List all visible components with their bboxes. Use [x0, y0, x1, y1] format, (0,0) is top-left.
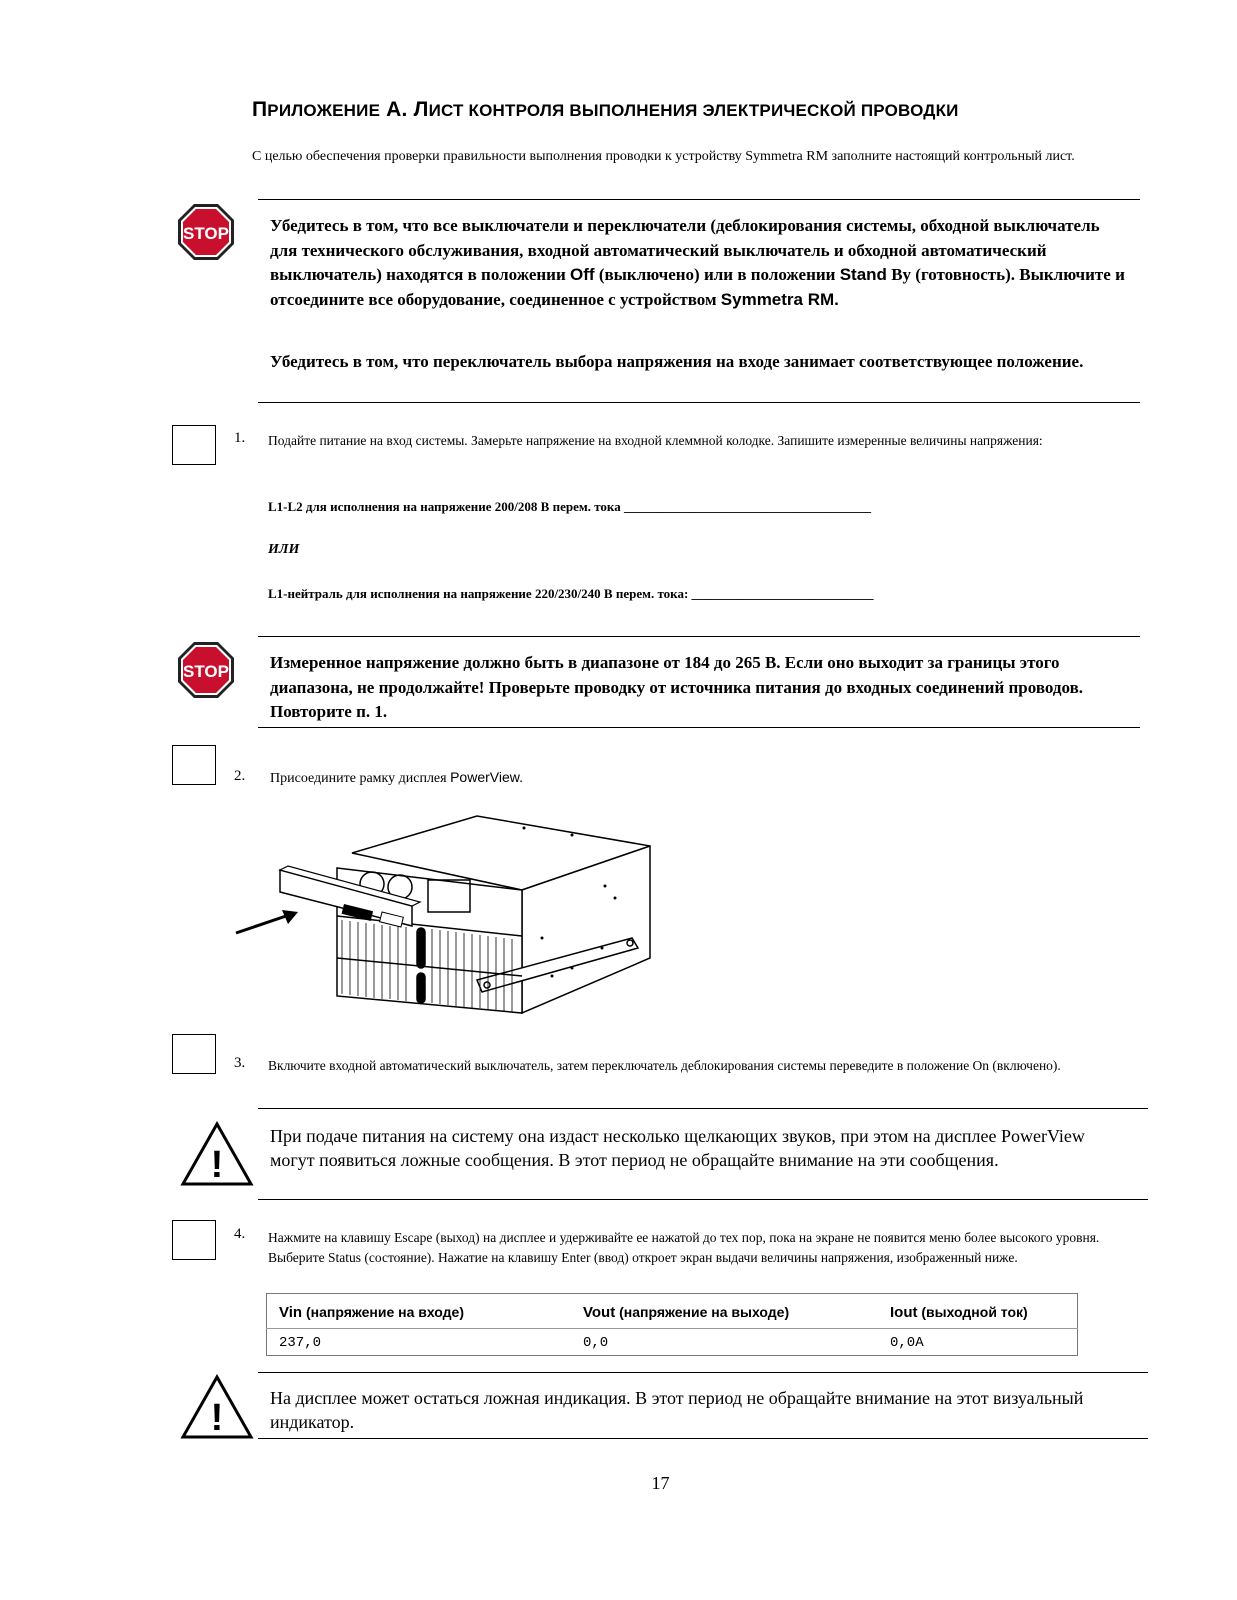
vout-value: 0,0: [571, 1329, 878, 1356]
stop-warning-voltage-range: Измеренное напряжение должно быть в диапазоне от 184 до 265 В. Если оно выходит за границы этого диапазона, не продолжайте! Проверьте проводку от источника питания до входных соединений проводов. Повторите п. 1.: [270, 653, 1084, 721]
iout-value: 0,0A: [878, 1329, 1078, 1356]
step1-checkbox[interactable]: [172, 425, 216, 465]
divider: [258, 1438, 1148, 1439]
caution-exclamation: !: [210, 1144, 224, 1186]
step3-number: 3.: [234, 1055, 246, 1071]
stop-sign-icon: [176, 640, 236, 700]
voltage-l1-l2-field[interactable]: L1-L2 для исполнения на напряжение 200/208 В перем. тока ______________________________________: [268, 499, 871, 514]
step3-text: Включите входной автоматический выключатель, затем переключатель деблокирования системы переведите в положение On (включено).: [268, 1058, 1061, 1073]
divider: [258, 636, 1140, 637]
step2-text: Присоедините рамку дисплея PowerView.: [270, 769, 523, 786]
stop-warning-switches: Убедитесь в том, что все выключатели и переключатели (деблокирования системы, обходной выключатель для технического обслуживания, входной автоматический выключатель и обходной автоматический выключатель) находятся в положении Off (выключено) или в положении Stand By (готовность). Выключите и отсоедините все оборудование, соединенное с устройством Symmetra RM.: [270, 216, 1125, 309]
divider: [258, 402, 1140, 403]
divider: [258, 199, 1140, 200]
vin-value: 237,0: [267, 1329, 572, 1356]
divider: [258, 727, 1140, 728]
step2-number: 2.: [234, 768, 246, 784]
step4-number: 4.: [234, 1226, 246, 1242]
page-number: 17: [651, 1473, 670, 1493]
intro-paragraph: С целью обеспечения проверки правильности выполнения проводки к устройству Symmetra RM заполните настоящий контрольный лист.: [252, 149, 1075, 164]
stop-sign-label: STOP: [183, 224, 229, 243]
caution-triangle-icon: [180, 1121, 254, 1187]
caution-false-indication: На дисплее может остаться ложная индикация. В этот период не обращайте внимание на этот визуальный индикатор.: [270, 1388, 1084, 1432]
step3-checkbox[interactable]: [172, 1034, 216, 1074]
divider: [258, 1372, 1148, 1373]
divider: [258, 1199, 1148, 1200]
step1-text: Подайте питание на вход системы. Замерьте напряжение на входной клеммной колодке. Запишите измеренные величины напряжения:: [268, 433, 1043, 448]
symmetra-rm-powerview-illustration: [232, 808, 662, 1033]
vin-header: Vin (напряжение на входе): [279, 1304, 465, 1321]
powerview-display-readout: [266, 1293, 1078, 1356]
stop-sign-icon: [176, 202, 236, 262]
stop-warning-voltage-selector: Убедитесь в том, что переключатель выбора напряжения на входе занимает соответствующее положение.: [270, 352, 1084, 371]
caution-exclamation: !: [210, 1397, 224, 1439]
or-label: ИЛИ: [268, 542, 300, 557]
step4-text: Нажмите на клавишу Escape (выход) на дисплее и удерживайте ее нажатой до тех пор, пока на экране не появится меню более высокого уровня. Выберите Status (состояние). Нажатие на клавишу Enter (ввод) откроет экран выдачи величины напряжения, изображенный ниже.: [268, 1230, 1100, 1265]
stop-sign-label: STOP: [183, 662, 229, 681]
step2-checkbox[interactable]: [172, 745, 216, 785]
step1-number: 1.: [234, 430, 246, 446]
page-title: ПРИЛОЖЕНИЕ A. ЛИСТ КОНТРОЛЯ ВЫПОЛНЕНИЯ ЭЛЕКТРИЧЕСКОЙ ПРОВОДКИ: [252, 98, 959, 121]
voltage-l1-neutral-field[interactable]: L1-нейтраль для исполнения на напряжение 220/230/240 В перем. тока: ____________________________: [268, 586, 874, 601]
step4-checkbox[interactable]: [172, 1220, 216, 1260]
caution-triangle-icon: [180, 1374, 254, 1440]
iout-header: Iout (выходной ток): [890, 1304, 1028, 1321]
divider: [258, 1108, 1148, 1109]
caution-clicking-sounds: При подаче питания на систему она издаст несколько щелкающих звуков, при этом на дисплее PowerView могут появиться ложные сообщения. В этот период не обращайте внимание на эти сообщения.: [270, 1126, 1085, 1170]
vout-header: Vout (напряжение на выходе): [583, 1304, 790, 1321]
